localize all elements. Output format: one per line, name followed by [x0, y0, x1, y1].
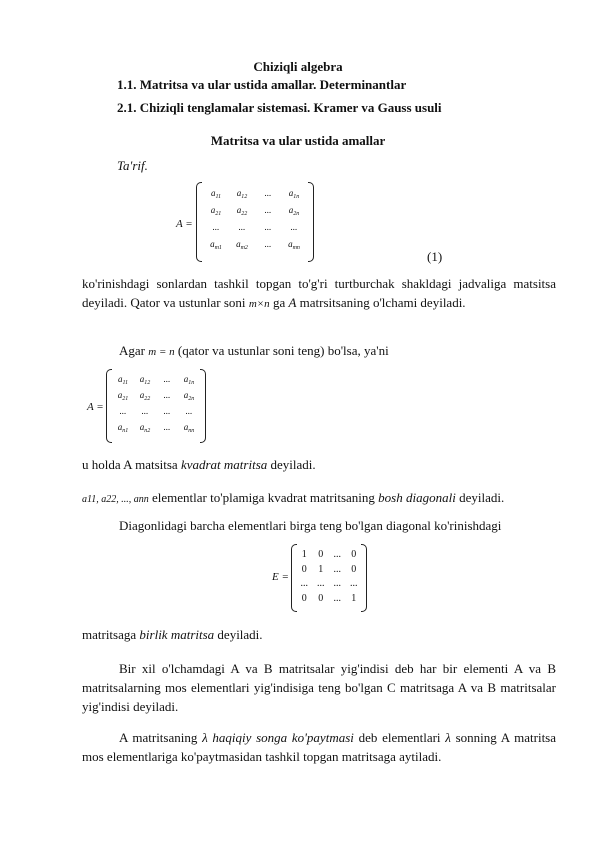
matrix1-lhs: A =: [176, 218, 193, 230]
para1-var: A: [288, 295, 297, 310]
matrix2-cell: $a_{22}$: [139, 390, 151, 402]
matrix2-cell: ...: [141, 406, 149, 416]
matrix1-cell: $a_{11}$: [210, 188, 222, 200]
para3-em: kvadrat matritsa: [180, 457, 268, 472]
matrix1-cell: ...: [290, 222, 298, 232]
matrix3-cell: 0: [351, 549, 357, 560]
matrix1-cell: $a_{21}$: [210, 205, 222, 217]
matrix3-cell: ...: [300, 578, 308, 589]
matrix1-cell: $a_{mn}$: [288, 239, 300, 251]
para6-em: birlik matritsa: [139, 627, 215, 642]
matrix1-cell: $a_{2n}$: [288, 205, 300, 217]
matrix2-cell: ...: [163, 390, 171, 400]
para8-text-b: deb elementlari: [353, 730, 446, 745]
matrix1-cell: ...: [238, 222, 246, 232]
paragraph-square-condition: [119, 343, 389, 360]
matrix2-lhs: A =: [87, 401, 104, 413]
para8-text-c: sonning A matritsa mos elementlariga ko'paytmasidan tashkil topgan matritsaga aytiladi.: [82, 730, 557, 764]
matrix3-cell: 0: [318, 549, 324, 560]
matrix3-cell: ...: [350, 578, 358, 589]
matrix3-cell: 1: [301, 549, 307, 560]
matrix2-cell: ...: [163, 406, 171, 416]
para1-text-c: matrsitsaning o'lchami deyiladi.: [296, 295, 466, 310]
para4-math: a11, a22, ..., ann: [82, 494, 149, 505]
paragraph-square-matrix: [82, 457, 316, 473]
matrix1: [196, 182, 314, 262]
matrix3: [291, 544, 367, 612]
lambda-symbol-2: λ: [445, 730, 451, 745]
section-title: Matritsa va ular ustida amallar: [210, 133, 386, 148]
matrix2-cell: ...: [163, 374, 171, 384]
matrix3-lhs: E =: [272, 571, 289, 583]
matrix3-cell: ...: [333, 592, 341, 604]
para6-text-b: deyiladi.: [214, 627, 263, 642]
matrix2-cell: $a_{n2}$: [139, 422, 151, 434]
para2-text-b: (qator va ustunlar soni teng) bo'lsa, ya'ni: [174, 343, 389, 358]
matrix3-cell: ...: [317, 578, 325, 589]
matrix1-cell: ...: [264, 188, 272, 198]
matrix3-cell: 0: [301, 592, 307, 604]
matrix2-cell: $a_{nn}$: [183, 422, 195, 434]
matrix1-cell: $a_{m1}$: [210, 239, 222, 251]
para2-math: m = n: [148, 346, 175, 358]
para8-text-a: A matritsaning: [119, 730, 203, 745]
para1-text-b: ga: [269, 295, 289, 310]
matrix2-cell: $a_{2n}$: [183, 390, 195, 402]
matrix1-cell: ...: [212, 222, 220, 232]
matrix2-cell: $a_{1n}$: [183, 374, 195, 386]
matrix3-cell: 0: [318, 592, 324, 604]
matrix3-cell: ...: [333, 563, 341, 575]
page-title: Chiziqli algebra: [253, 59, 343, 74]
matrix3-cell: ...: [333, 549, 341, 560]
paragraph-sum: Bir xil o'lchamdagi A va B matritsalar yig'indisi deb har bir elementi A va B matritsalarning mos elementlari yig'indisiga teng bo'lgan C matritsaga A va B matritsalar yig'indisi deyiladi.: [82, 661, 556, 714]
matrix2-cell: $a_{12}$: [139, 374, 151, 386]
matrix2-cell: ...: [119, 406, 127, 416]
matrix2: [106, 369, 206, 443]
matrix1-cell: $a_{12}$: [236, 188, 248, 200]
matrix1-cell: ...: [264, 205, 272, 215]
para8-em: haqiqiy songa ko'paytmasi: [207, 730, 354, 745]
matrix1-cell: ...: [264, 222, 272, 232]
topic-1: 1.1. Matritsa va ular ustida amallar. Determinantlar: [117, 77, 407, 92]
matrix2-cell: ...: [185, 406, 193, 416]
matrix1-cell: $a_{1n}$: [288, 188, 300, 200]
paragraph-identity: [82, 627, 263, 643]
paragraph-diagonal: Diagonlidagi barcha elementlari birga teng bo'lgan diagonal ko'rinishdagi: [119, 518, 502, 533]
paragraph-main-diagonal: [82, 490, 504, 508]
definition-label: Ta'rif.: [117, 158, 148, 173]
para1-text-a: ko'rinishdagi sonlardan tashkil topgan to'g'ri turtburchak shakldagi jadvaliga matsitsa deyiladi. Qator va ustunlar soni: [82, 276, 556, 310]
matrix1-right-bracket: [308, 182, 314, 262]
equation-number: (1): [427, 249, 443, 264]
matrix2-cell: $a_{11}$: [117, 374, 129, 386]
topic-2: 2.1. Chiziqli tenglamalar sistemasi. Kramer va Gauss usuli: [117, 100, 442, 115]
matrix1-cell: ...: [264, 239, 272, 249]
paragraph-definition: [82, 274, 556, 314]
matrix3-cell: 0: [351, 563, 357, 575]
para2-text-a: Agar: [119, 343, 149, 358]
para3-text-a: u holda A matsitsa: [82, 457, 181, 472]
matrix3-cell: 1: [318, 563, 324, 575]
matrix3-cell: ...: [333, 578, 341, 589]
matrix2-right-bracket: [200, 369, 206, 443]
paragraph-scalar: [82, 728, 556, 766]
matrix2-cell: $a_{21}$: [117, 390, 129, 402]
matrix1-left-bracket: [196, 182, 202, 262]
matrix3-cell: 0: [301, 563, 307, 575]
para3-text-b: deyiladi.: [267, 457, 316, 472]
para4-em: bosh diagonali: [378, 490, 456, 505]
matrix3-cell: 1: [351, 592, 357, 604]
para6-text-a: matritsaga: [82, 627, 140, 642]
lambda-symbol: λ: [202, 730, 208, 745]
matrix1-cell: $a_{22}$: [236, 205, 248, 217]
para4-text-a: elementlar to'plamiga kvadrat matritsaning: [148, 490, 379, 505]
matrix2-cell: ...: [163, 422, 171, 432]
para4-text-b: deyiladi.: [455, 490, 505, 505]
matrix2-cell: $a_{n1}$: [117, 422, 129, 434]
para1-math: m×n: [248, 298, 270, 310]
matrix1-cell: $a_{m2}$: [236, 239, 248, 251]
